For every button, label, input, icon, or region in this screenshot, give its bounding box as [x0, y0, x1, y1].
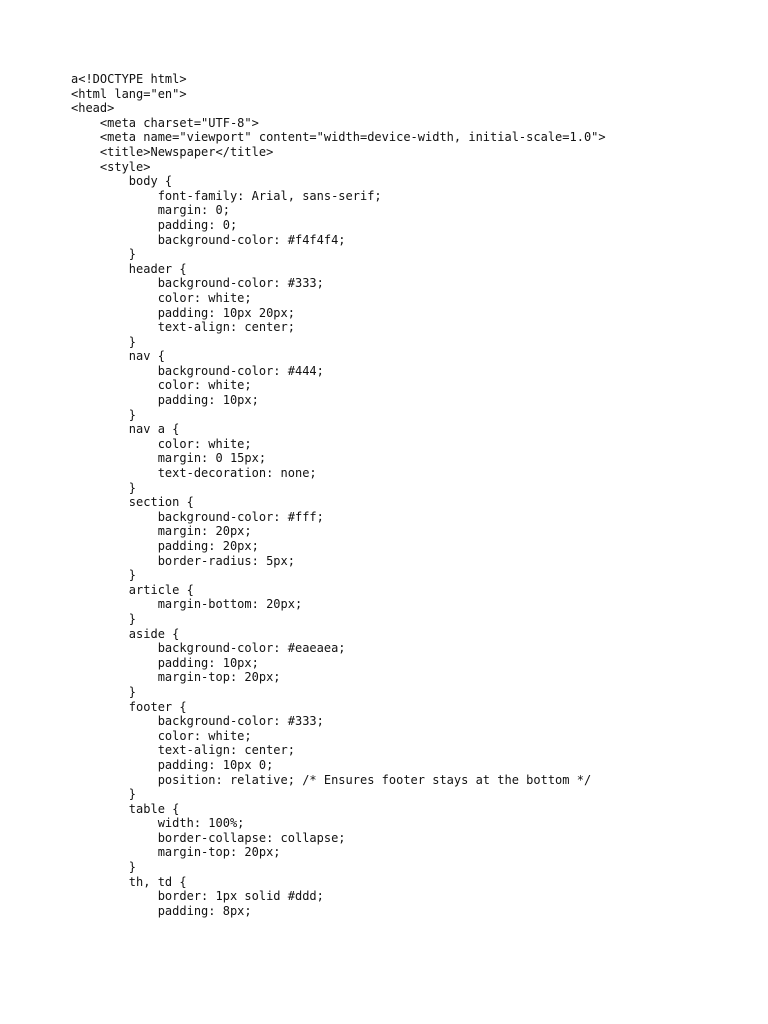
- code-line: <style>: [71, 159, 151, 174]
- code-line: color: white;: [71, 436, 252, 451]
- code-line: background-color: #eaeaea;: [71, 641, 346, 656]
- code-line: header {: [71, 261, 187, 276]
- code-line: }: [71, 787, 137, 802]
- code-line: width: 100%;: [71, 816, 245, 831]
- code-line: background-color: #444;: [71, 363, 324, 378]
- code-line: margin: 0 15px;: [71, 451, 267, 466]
- code-line: }: [71, 334, 137, 349]
- code-line: }: [71, 611, 137, 626]
- code-line: margin-top: 20px;: [71, 670, 281, 685]
- code-line: }: [71, 247, 137, 262]
- code-line: <head>: [71, 101, 115, 116]
- code-line: section {: [71, 495, 194, 510]
- code-line: a<!DOCTYPE html>: [71, 72, 187, 86]
- code-line: }: [71, 684, 137, 699]
- code-line: padding: 10px;: [71, 655, 259, 670]
- code-listing: [71, 72, 751, 918]
- code-line: th, td {: [71, 874, 187, 889]
- code-line: }: [71, 860, 137, 875]
- code-line: }: [71, 480, 137, 495]
- code-line: margin-bottom: 20px;: [71, 597, 303, 612]
- code-line: border: 1px solid #ddd;: [71, 889, 324, 904]
- code-line: border-radius: 5px;: [71, 553, 295, 568]
- code-line: padding: 10px;: [71, 393, 259, 408]
- code-line: font-family: Arial, sans-serif;: [71, 188, 382, 203]
- code-line: padding: 8px;: [71, 903, 252, 918]
- code-line: color: white;: [71, 728, 252, 743]
- code-line: margin: 20px;: [71, 524, 252, 539]
- code-line: color: white;: [71, 378, 252, 393]
- code-line: nav {: [71, 349, 165, 364]
- code-line: padding: 0;: [71, 217, 238, 232]
- code-line: table {: [71, 801, 180, 816]
- code-line: margin: 0;: [71, 203, 230, 218]
- code-line: background-color: #fff;: [71, 509, 324, 524]
- code-line: text-align: center;: [71, 320, 295, 335]
- code-line: margin-top: 20px;: [71, 845, 281, 860]
- code-line: <meta charset="UTF-8">: [71, 115, 259, 130]
- code-line: body {: [71, 174, 173, 189]
- code-line: padding: 20px;: [71, 539, 259, 553]
- code-line: }: [71, 568, 137, 583]
- code-line: article {: [71, 582, 194, 597]
- code-line: text-decoration: none;: [71, 466, 317, 481]
- code-line: <html lang="en">: [71, 86, 187, 101]
- code-line: <title>Newspaper</title>: [71, 144, 274, 159]
- code-line: padding: 10px 20px;: [71, 305, 295, 320]
- code-line: nav a {: [71, 422, 180, 437]
- code-line: text-align: center;: [71, 743, 295, 758]
- code-line: }: [71, 407, 137, 422]
- code-line: color: white;: [71, 290, 252, 305]
- code-line: background-color: #f4f4f4;: [71, 232, 346, 247]
- code-line: position: relative; /* Ensures footer stays at the bottom */: [71, 772, 592, 787]
- code-line: footer {: [71, 699, 187, 714]
- code-line: <meta name="viewport" content="width=device-width, initial-scale=1.0">: [71, 130, 606, 145]
- code-line: background-color: #333;: [71, 276, 324, 291]
- code-line: background-color: #333;: [71, 714, 324, 729]
- code-line: border-collapse: collapse;: [71, 830, 346, 845]
- code-line: padding: 10px 0;: [71, 757, 274, 772]
- code-line: aside {: [71, 626, 180, 641]
